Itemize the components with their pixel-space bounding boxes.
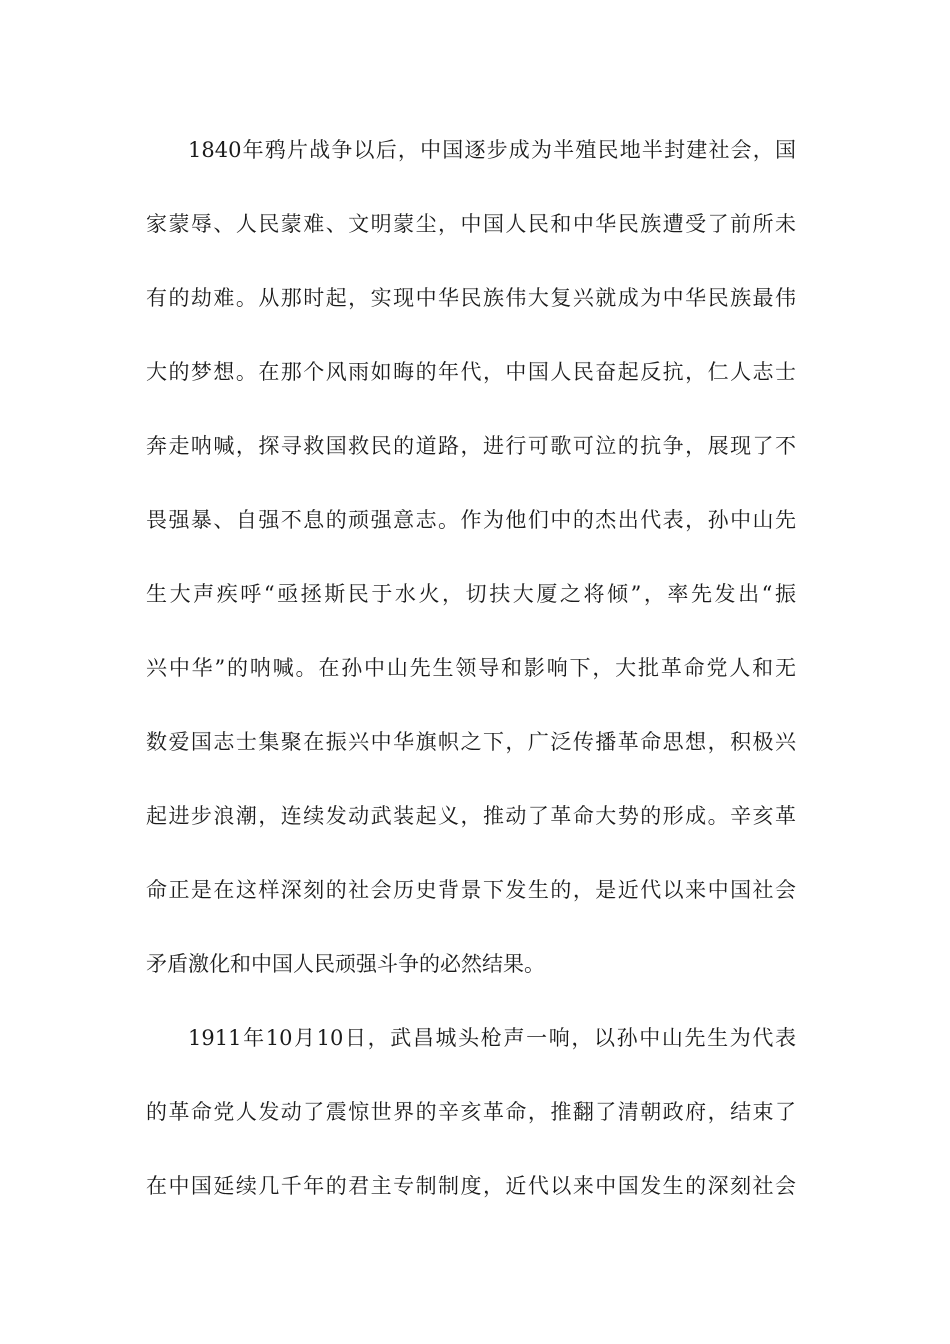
text-line: 起进步浪潮，连续发动武装起义，推动了革命大势的形成。辛亥革 bbox=[146, 804, 796, 828]
text-line: 有的劫难。从那时起，实现中华民族伟大复兴就成为中华民族最伟 bbox=[146, 286, 796, 310]
text-line: 命正是在这样深刻的社会历史背景下发生的，是近代以来中国社会 bbox=[146, 878, 796, 902]
text-line: 畏强暴、自强不息的顽强意志。作为他们中的杰出代表，孙中山先 bbox=[146, 508, 796, 532]
text-line: 在中国延续几千年的君主专制制度，近代以来中国发生的深刻社会 bbox=[146, 1174, 796, 1198]
text-line: 家蒙辱、人民蒙难、文明蒙尘，中国人民和中华民族遭受了前所未 bbox=[146, 212, 796, 236]
text-line: 数爱国志士集聚在振兴中华旗帜之下，广泛传播革命思想，积极兴 bbox=[146, 730, 796, 754]
text-line: 的革命党人发动了震惊世界的辛亥革命，推翻了清朝政府，结束了 bbox=[146, 1100, 796, 1124]
text-line: 大的梦想。在那个风雨如晦的年代，中国人民奋起反抗，仁人志士 bbox=[146, 360, 796, 384]
text-line: 1840年鸦片战争以后，中国逐步成为半殖民地半封建社会，国 bbox=[188, 138, 796, 162]
text-line: 奔走呐喊，探寻救国救民的道路，进行可歌可泣的抗争，展现了不 bbox=[146, 434, 796, 458]
text-line: 1911年10月10日，武昌城头枪声一响，以孙中山先生为代表 bbox=[188, 1026, 796, 1050]
text-line: 矛盾激化和中国人民顽强斗争的必然结果。 bbox=[146, 952, 545, 976]
text-line: 生大声疾呼“亟拯斯民于水火，切扶大厦之将倾”，率先发出“振 bbox=[146, 582, 796, 606]
document-body bbox=[146, 132, 796, 1242]
paragraph-2 bbox=[146, 1020, 796, 1205]
text-line: 兴中华”的呐喊。在孙中山先生领导和影响下，大批革命党人和无 bbox=[146, 656, 796, 680]
paragraph-1 bbox=[146, 132, 796, 983]
